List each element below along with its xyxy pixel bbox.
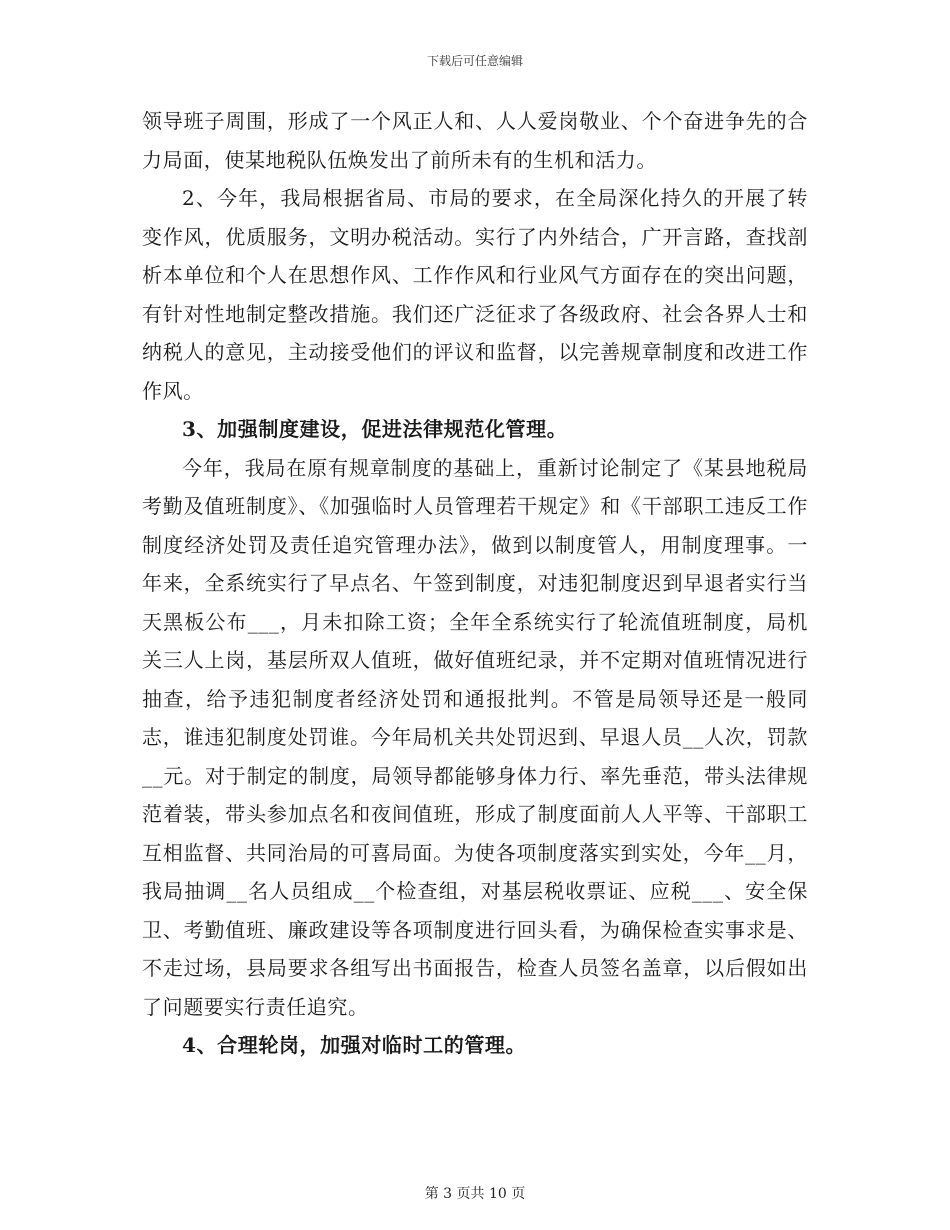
paragraph-item-2: 2、今年，我局根据省局、市局的要求，在全局深化持久的开展了转变作风，优质服务，文明办税活动。实行了内外结合，广开言路，查找剖析本单位和个人在思想作风、工作作风和行业风气方面存在的突出问题，有针对性地制定整改措施。我们还广泛征求了各级政府、社会各界人士和纳税人的意见，主动接受他们的评议和监督，以完善规章制度和改进工作作风。 [142, 186, 808, 403]
paragraph-section-3-body: 今年，我局在原有规章制度的基础上，重新讨论制定了《某县地税局考勤及值班制度》、《加强临时人员管理若干规定》和《干部职工违反工作制度经济处罚及责任追究管理办法》，做到以制度管人，用制度理事。一年来，全系统实行了早点名、午签到制度，对违犯制度迟到早退者实行当天黑板公布___，月未扣除工资；全年全系统实行了轮流值班制度，局机关三人上岗，基层所双人值班，做好值班纪录，并不定期对值班情况进行抽查，给予违犯制度者经济处罚和通报批判。不管是局领导还是一般同志，谁违犯制度处罚谁。今年局机关共处罚迟到、早退人员__人次，罚款__元。对于制定的制度，局领导都能够身体力行、率先垂范，带头法律规范着装，带头参加点名和夜间值班，形成了制度面前人人平等、干部职工互相监督、共同治局的可喜局面。为使各项制度落实到实处，今年__月，我局抽调__名人员组成__个检查组，对基层税收票证、应税___、安全保卫、考勤值班、廉政建设等各项制度进行回头看，为确保检查实事求是、不走过场，县局要求各组写出书面报告，检查人员签名盖章，以后假如出了问题要实行责任追究。 [142, 455, 808, 1019]
page-footer: 第 3 页共 10 页 [424, 1186, 526, 1202]
section-heading-4: 4、合理轮岗，加强对临时工的管理。 [182, 1033, 527, 1057]
section-heading-3: 3、加强制度建设，促进法律规范化管理。 [182, 417, 568, 441]
page-header: 下载后可任意编辑 [426, 54, 523, 68]
paragraph-continuation: 领导班子周围，形成了一个风正人和、人人爱岗敬业、个个奋进争先的合力局面，使某地税队伍焕发出了前所未有的生机和活力。 [142, 109, 808, 172]
document-body [142, 102, 808, 1065]
